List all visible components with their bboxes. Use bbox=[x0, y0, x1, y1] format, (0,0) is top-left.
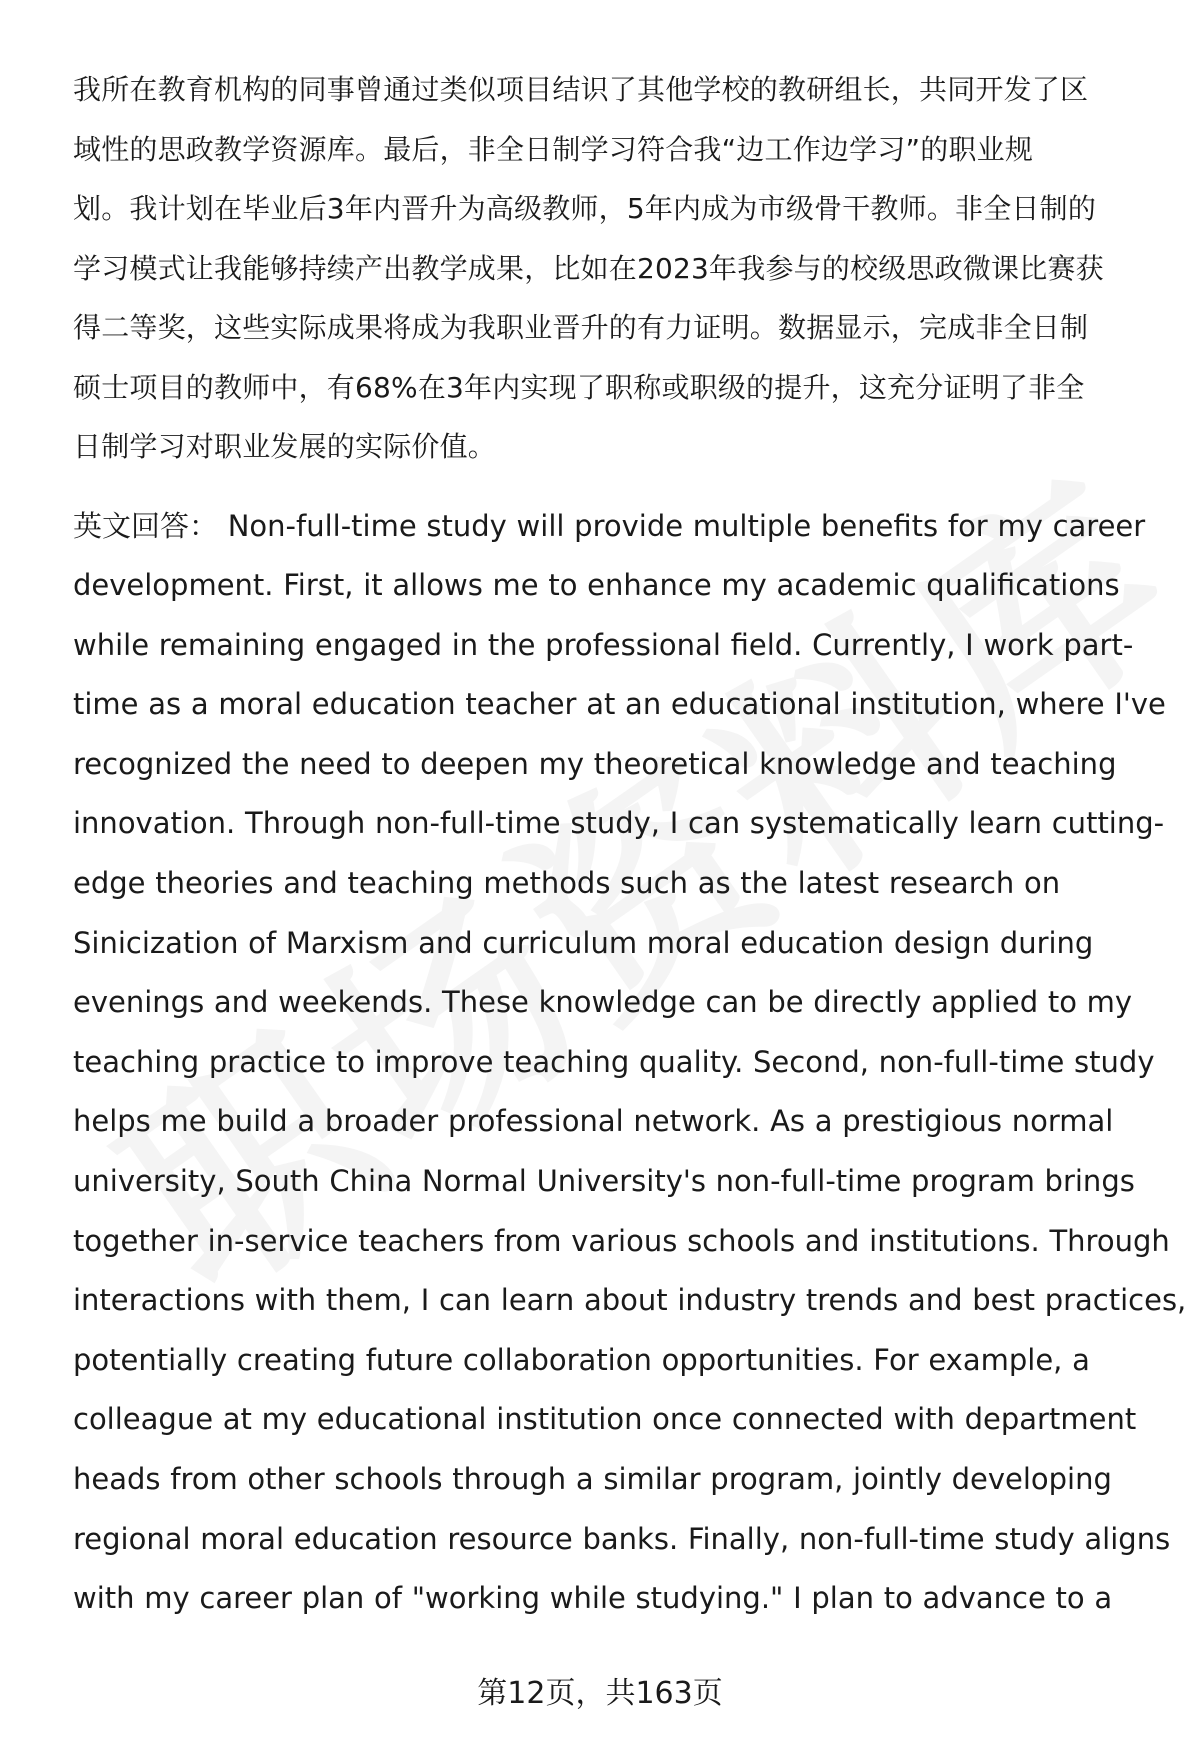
chinese-paragraph bbox=[73, 60, 1153, 477]
english-answer-paragraph bbox=[73, 497, 1187, 1629]
text-line: Sinicization of Marxism and curriculum moral education design during bbox=[73, 925, 1094, 960]
page-number-footer: 第12页，共163页 bbox=[477, 1676, 723, 1711]
text-line: time as a moral education teacher at an educational institution, where I've bbox=[73, 687, 1166, 722]
text-line: development. First, it allows me to enhance my academic qualifications bbox=[73, 568, 1120, 603]
text-line: heads from other schools through a similar program, jointly developing bbox=[73, 1462, 1112, 1496]
text-line: regional moral education resource banks. Finally, non-full-time study aligns bbox=[73, 1521, 1171, 1556]
text-line: 英文回答： Non-full-time study will provide multiple benefits for my career bbox=[73, 508, 1146, 543]
page-content bbox=[73, 60, 1187, 1629]
text-line: 学习模式让我能够持续产出教学成果，比如在2023年我参与的校级思政微课比赛获 bbox=[73, 251, 1104, 285]
text-line: with my career plan of "working while studying." I plan to advance to a bbox=[73, 1581, 1113, 1616]
text-line: university, South China Normal University's non-full-time program brings bbox=[73, 1164, 1135, 1199]
text-line: edge theories and teaching methods such as the latest research on bbox=[73, 866, 1061, 901]
text-line: interactions with them, I can learn about industry trends and best practices, bbox=[73, 1283, 1187, 1318]
text-line: 得二等奖，这些实际成果将成为我职业晋升的有力证明。数据显示，完成非全日制 bbox=[73, 311, 1089, 344]
text-line: 我所在教育机构的同事曾通过类似项目结识了其他学校的教研组长，共同开发了区 bbox=[73, 73, 1089, 106]
text-line: 域性的思政教学资源库。最后，非全日制学习符合我“边工作边学习”的职业规 bbox=[73, 132, 1034, 166]
text-line: colleague at my educational institution once connected with department bbox=[73, 1402, 1137, 1437]
text-line: 划。我计划在毕业后3年内晋升为高级教师，5年内成为市级骨干教师。非全日制的 bbox=[73, 192, 1097, 225]
text-line: teaching practice to improve teaching quality. Second, non-full-time study bbox=[73, 1044, 1155, 1079]
text-line: recognized the need to deepen my theoretical knowledge and teaching bbox=[73, 746, 1117, 781]
text-line: together in-service teachers from various schools and institutions. Through bbox=[73, 1223, 1170, 1258]
text-line: 日制学习对职业发展的实际价值。 bbox=[73, 430, 497, 463]
text-line: potentially creating future collaboration opportunities. For example, a bbox=[73, 1342, 1090, 1377]
text-line: while remaining engaged in the professional field. Currently, I work part- bbox=[73, 627, 1134, 662]
text-line: helps me build a broader professional network. As a prestigious normal bbox=[73, 1104, 1114, 1139]
text-line: innovation. Through non-full-time study, I can systematically learn cutting- bbox=[73, 806, 1165, 841]
text-line: evenings and weekends. These knowledge can be directly applied to my bbox=[73, 985, 1133, 1020]
text-line: 硕士项目的教师中，有68%在3年内实现了职称或职级的提升，这充分证明了非全 bbox=[73, 370, 1085, 404]
